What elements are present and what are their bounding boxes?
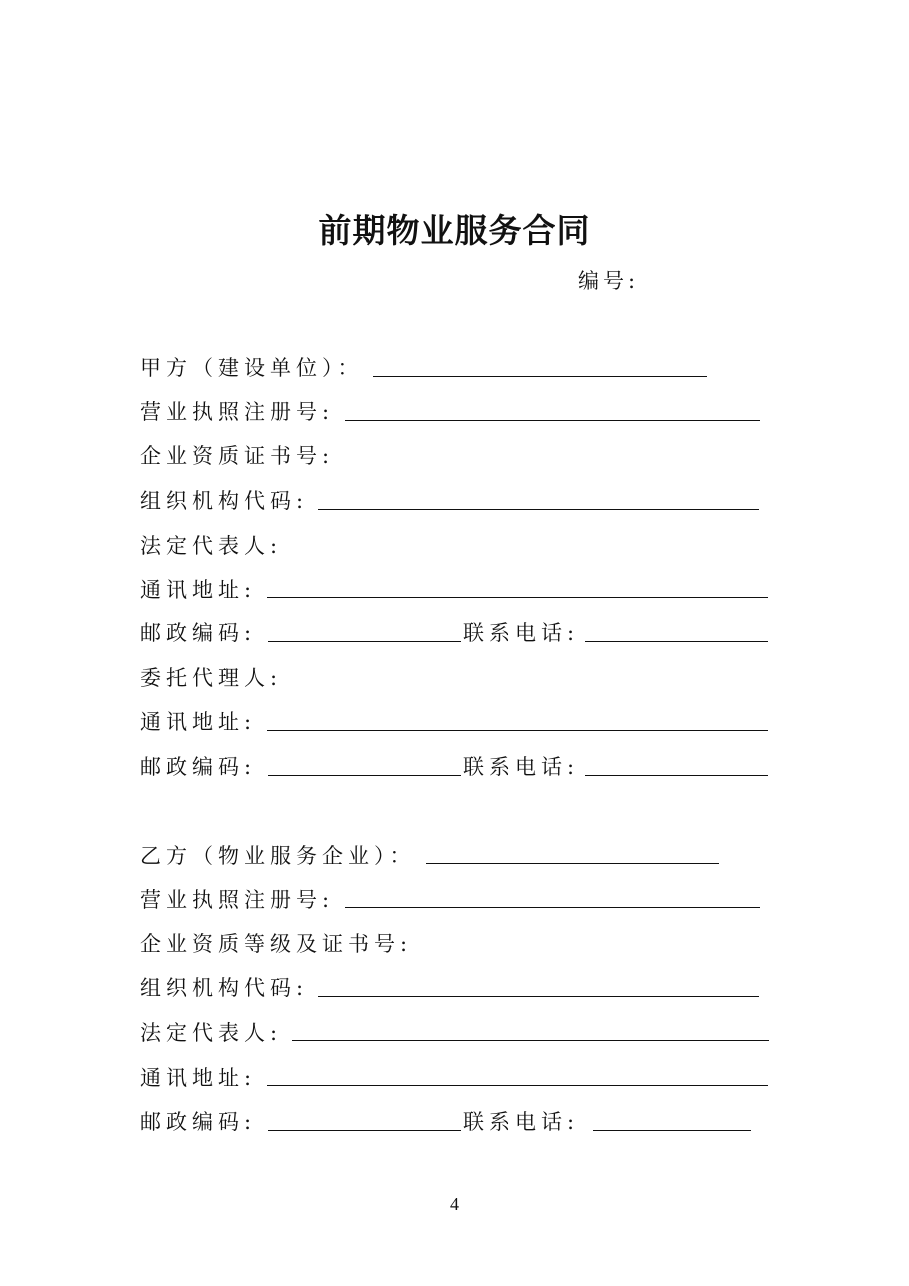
party-b-address-label: 通讯地址: — [140, 1066, 257, 1090]
party-a-agent-label: 委托代理人: — [140, 666, 283, 690]
party-a-postcode-blank[interactable] — [268, 641, 461, 642]
party-a-address-blank[interactable] — [267, 597, 768, 598]
party-a-legal-rep-label: 法定代表人: — [140, 534, 283, 558]
party-a-agent-address-label: 通讯地址: — [140, 710, 257, 734]
party-a-agent-address-blank[interactable] — [267, 730, 768, 731]
party-b-address-blank[interactable] — [267, 1085, 768, 1086]
party-b-org-code-label: 组织机构代码: — [140, 976, 309, 1000]
party-a-qualification-label: 企业资质证书号: — [140, 444, 335, 468]
contract-number-label: 编号: — [578, 269, 640, 293]
party-a-agent-phone-label: 联系电话: — [463, 755, 580, 779]
party-a-phone-blank[interactable] — [585, 641, 768, 642]
page-number: 4 — [450, 1194, 459, 1214]
document-title: 前期物业服务合同 — [318, 211, 591, 250]
party-b-qualification-label: 企业资质等级及证书号: — [140, 932, 413, 956]
party-a-name-blank[interactable] — [373, 376, 707, 377]
party-b-postcode-blank[interactable] — [268, 1130, 461, 1131]
party-b-phone-label: 联系电话: — [463, 1110, 580, 1134]
party-a-org-code-label: 组织机构代码: — [140, 489, 309, 513]
party-b-phone-blank[interactable] — [593, 1130, 751, 1131]
party-b-license-blank[interactable] — [345, 907, 760, 908]
party-a-agent-postcode-label: 邮政编码: — [140, 755, 257, 779]
party-b-name-label: 乙方（物业服务企业）： — [140, 844, 416, 868]
party-b-legal-rep-blank[interactable] — [292, 1040, 769, 1041]
party-a-agent-postcode-blank[interactable] — [268, 775, 461, 776]
party-b-license-label: 营业执照注册号: — [140, 888, 335, 912]
party-a-postcode-label: 邮政编码: — [140, 621, 257, 645]
party-a-agent-phone-blank[interactable] — [585, 775, 768, 776]
party-b-name-blank[interactable] — [426, 863, 719, 864]
party-a-license-blank[interactable] — [345, 420, 760, 421]
party-a-address-label: 通讯地址: — [140, 578, 257, 602]
party-a-phone-label: 联系电话: — [463, 621, 580, 645]
party-b-legal-rep-label: 法定代表人: — [140, 1021, 283, 1045]
party-b-postcode-label: 邮政编码: — [140, 1110, 257, 1134]
party-a-license-label: 营业执照注册号: — [140, 400, 335, 424]
party-a-org-code-blank[interactable] — [318, 509, 759, 510]
party-a-name-label: 甲方（建设单位）： — [140, 356, 364, 380]
party-b-org-code-blank[interactable] — [318, 996, 759, 997]
